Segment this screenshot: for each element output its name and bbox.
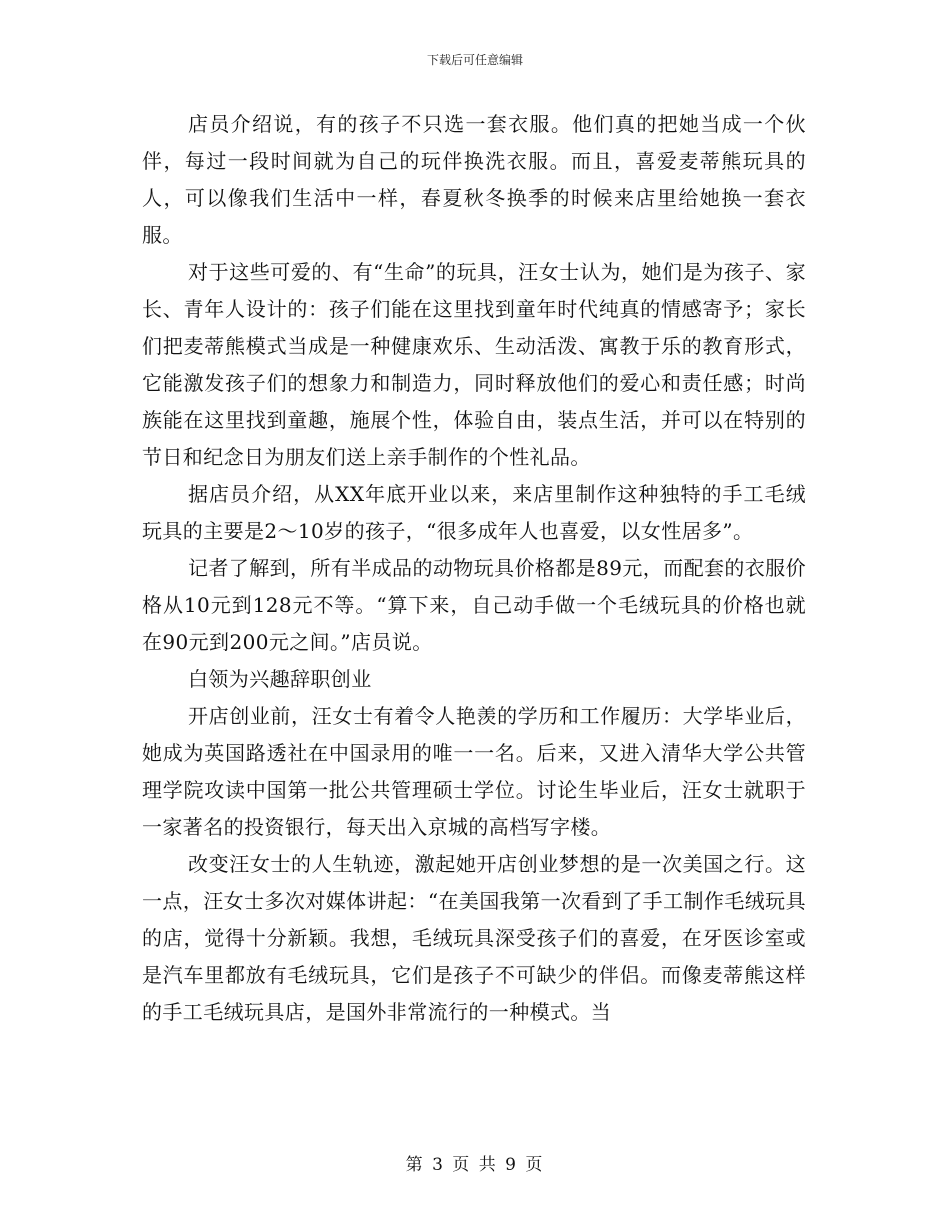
paragraph-customers: 据店员介绍，从XX年底开业以来，来店里制作这种独特的手工毛绒玩具的主要是2～10岁的孩子，“很多成年人也喜爱，以女性居多”。 bbox=[142, 482, 806, 543]
paragraph-clothes-change: 店员介绍说，有的孩子不只选一套衣服。他们真的把她当成一个伙伴，每过一段时间就为自己的玩伴换洗衣服。而且，喜爱麦蒂熊玩具的人，可以像我们生活中一样，春夏秋冬换季的时候来店里给她换一套衣服。 bbox=[142, 112, 806, 247]
paragraph-us-trip: 改变汪女士的人生轨迹，激起她开店创业梦想的是一次美国之行。这一点，汪女士多次对媒体讲起：“在美国我第一次看到了手工制作毛绒玩具的店，觉得十分新颖。我想，毛绒玩具深受孩子们的喜爱，在牙医诊室或是汽车里都放有毛绒玩具，它们是孩子不可缺少的伴侣。而像麦蒂熊这样的手工毛绒玩具店，是国外非常流行的一种模式。当 bbox=[142, 852, 806, 1024]
document-body bbox=[142, 106, 806, 1031]
paragraph-toy-design: 对于这些可爱的、有“生命”的玩具，汪女士认为，她们是为孩子、家长、青年人设计的：孩子们能在这里找到童年时代纯真的情感寄予；家长们把麦蒂熊模式当成是一种健康欢乐、生动活泼、寓教于乐的教育形式，它能激发孩子们的想象力和制造力，同时释放他们的爱心和责任感；时尚族能在这里找到童趣，施展个性，体验自由，装点生活，并可以在特别的节日和纪念日为朋友们送上亲手制作的个性礼品。 bbox=[142, 260, 806, 469]
page-number-footer: 第 3 页 共 9 页 bbox=[405, 1155, 545, 1175]
section-heading: 白领为兴趣辞职创业 bbox=[188, 667, 372, 691]
paragraph-prices: 记者了解到，所有半成品的动物玩具价格都是89元，而配套的衣服价格从10元到128元不等。“算下来，自己动手做一个毛绒玩具的价格也就在90元到200元之间。”店员说。 bbox=[142, 556, 806, 654]
page-header: 下载后可任意编辑 bbox=[426, 53, 523, 67]
paragraph-background: 开店创业前，汪女士有着令人艳羡的学历和工作履历：大学毕业后，她成为英国路透社在中国录用的唯一一名。后来，又进入清华大学公共管理学院攻读中国第一批公共管理硕士学位。讨论生毕业后，汪女士就职于一家著名的投资银行，每天出入京城的高档写字楼。 bbox=[142, 704, 806, 839]
